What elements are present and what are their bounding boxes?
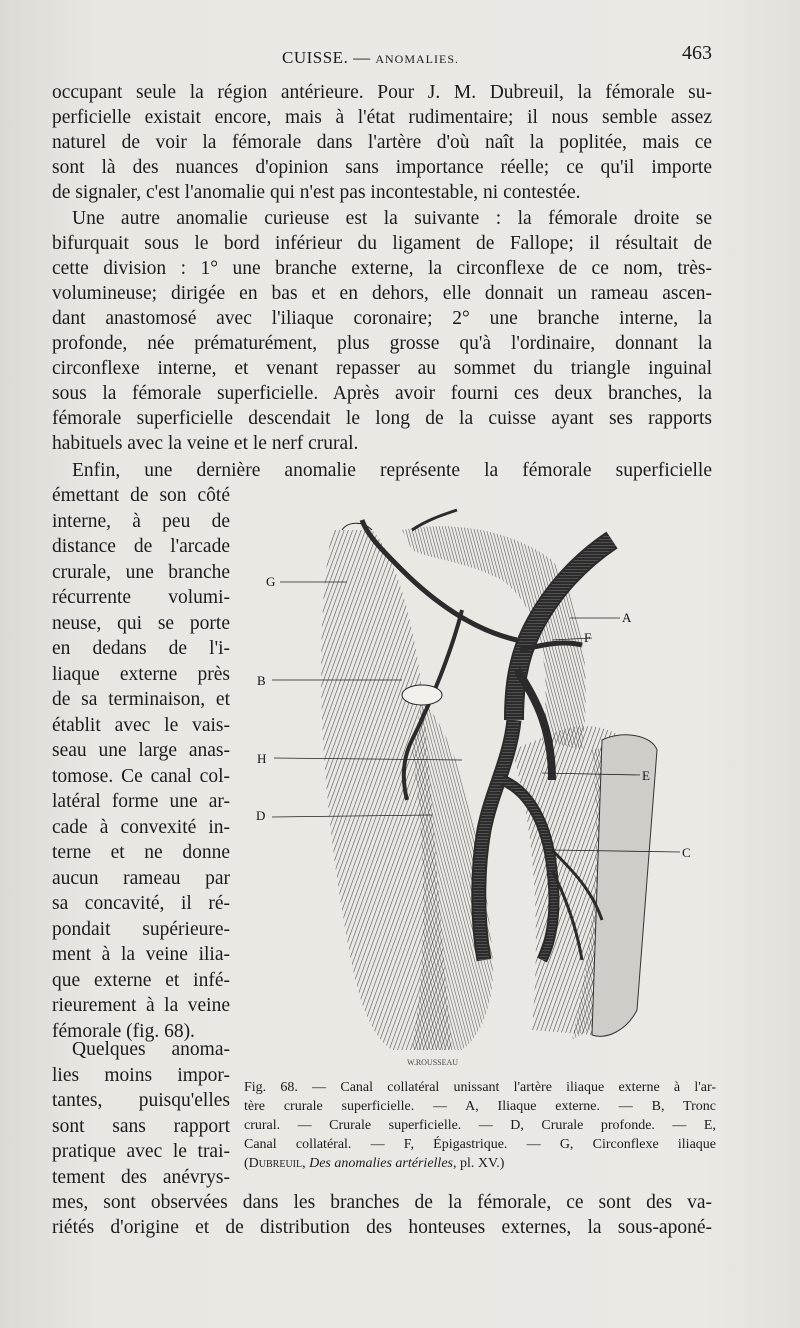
running-head [282,48,459,68]
p4n-line: Quelques anoma- [72,1039,230,1060]
label-a: A [622,610,632,625]
p1-line: naturel de voir la fémorale dans l'artère d'où naît la poplitée, mais ce [52,132,712,153]
label-g: G [266,574,276,589]
page-header [52,42,712,72]
label-h: H [257,751,267,766]
p4n-line: tantes, puisqu'elles [52,1090,230,1111]
p3n-line: terne et ne donne [52,842,230,863]
label-f: F [584,630,592,645]
p2-line: circonflexe interne, et venant repasser au sommet du triangle inguinal [52,358,712,379]
p3n-line: rieurement à la veine [52,995,230,1016]
p2-line: dant anastomosé avec l'iliaque coronaire; 2° une branche interne, la [52,308,712,329]
p3n-line: liaque externe près [52,663,230,685]
p2-line: Une autre anomalie curieuse est la suivante : la fémorale droite se [72,208,712,229]
p3n-line: pondait supérieure- [52,918,230,940]
label-c: C [682,845,691,860]
paragraph-4-tail [52,1190,712,1240]
p3n-line: latéral forme une ar- [52,791,230,812]
p3n-line: aucun rameau par [52,867,230,889]
p3n-line: fémorale (fig. 68). [52,1020,195,1042]
p3n-line: récurrente volumi- [52,587,230,608]
caption-source-tail: , pl. XV.) [452,1156,505,1171]
figure-caption [244,1078,716,1173]
p3n-line: que externe et infé- [52,969,230,991]
p4n-line: pratique avec le trai- [52,1141,230,1162]
p4n-line: lies moins impor- [52,1064,230,1086]
p2-line: habituels avec la veine et le nerf crural. [52,433,359,454]
caplines-line: Fig. 68. — Canal collatéral unissant l'artère iliaque externe à l'ar- [244,1080,716,1095]
p1-line: occupant seule la région antérieure. Pour J. M. Dubreuil, la fémorale su- [52,82,712,103]
engraver-signature: W.ROUSSEAU [407,1058,459,1067]
caplines-line: Canal collatéral. — F, Épigastrique. — G, Circonflexe iliaque [244,1137,716,1152]
p4t-line: riétés d'origine et de distribution des honteuses externes, la sous-aponé- [52,1217,712,1238]
paragraph-3-column [52,483,230,1044]
p3n-line: crurale, une branche [52,561,230,583]
label-e: E [642,768,650,783]
p2-line: sous la fémorale superficielle. Après avoir fourni ces deux branches, la [52,383,712,404]
p2-line: fémorale superficielle descendait le long de la cuisse ayant ses rapports [52,408,712,429]
p3n-line: sa concavité, il ré- [52,893,230,914]
label-b: B [257,673,266,688]
p2-line: bifurquait sous le bord inférieur du ligament de Fallope; il résultait de [52,233,712,254]
p2-line: cette division : 1° une branche externe, la circonflexe de ce nom, très- [52,258,712,279]
paragraph-2 [52,206,712,456]
paragraph-4-column [52,1037,230,1190]
ligament-highlight [402,685,442,705]
p3n-line: neuse, qui se porte [52,612,230,634]
p4n-line: tement des anévrys- [52,1166,230,1188]
p4n-line: sont sans rapport [52,1115,230,1137]
anatomical-engraving [252,490,722,1070]
label-d: D [256,808,266,823]
paragraph-3-line: Enfin, une dernière anomalie représente la fémorale superficielle [72,460,712,481]
p4t-line: mes, sont observées dans les branches de la fémorale, ce sont des va- [52,1192,712,1213]
p2-line: volumineuse; dirigée en bas et en dehors, elle donnait un rameau ascen- [52,283,712,304]
running-head-main: CUISSE. — [282,48,371,67]
p1-line: perficielle existait encore, mais à l'état rudimentaire; il nous semble assez [52,107,712,128]
p3n-line: ment à la veine ilia- [52,944,230,965]
paragraph-1 [52,80,712,205]
p3n-line: émettant de son côté [52,485,230,506]
caption-lines [244,1078,716,1154]
p3n-line: distance de l'arcade [52,536,230,557]
p3n-line: interne, à peu de [52,510,230,532]
paragraph-3-first-line [52,458,712,483]
p1-line: sont là des nuances d'opinion sans importance réelle; ce qu'il importe [52,157,712,178]
p3n-line: tomose. Ce canal col- [52,765,230,787]
p3n-line: établit avec le vais- [52,714,230,736]
running-head-section: ANOMALIES. [375,52,459,66]
p2-line: profonde, née prématurément, plus grosse qu'à l'ordinaire, donnant la [52,333,712,354]
caption-source-author: (Dubreuil, [244,1156,306,1171]
caplines-line: tère crurale superficielle. — A, Iliaque externe. — B, Tronc [244,1099,716,1114]
p3n-line: en dedans de l'i- [52,638,230,659]
p3n-line: cade à convexité in- [52,816,230,838]
p3n-line: de sa terminaison, et [52,689,230,710]
page-number: 463 [682,42,712,64]
caplines-line: crural. — Crurale superficielle. — D, Crurale profonde. — E, [244,1118,716,1133]
p3n-line: seau une large anas- [52,740,230,761]
caption-source-title: Des anomalies artérielles [309,1156,453,1171]
p1-line: de signaler, c'est l'anomalie qui n'est pas incontestable, ni contestée. [52,182,581,203]
caption-source [244,1154,716,1173]
